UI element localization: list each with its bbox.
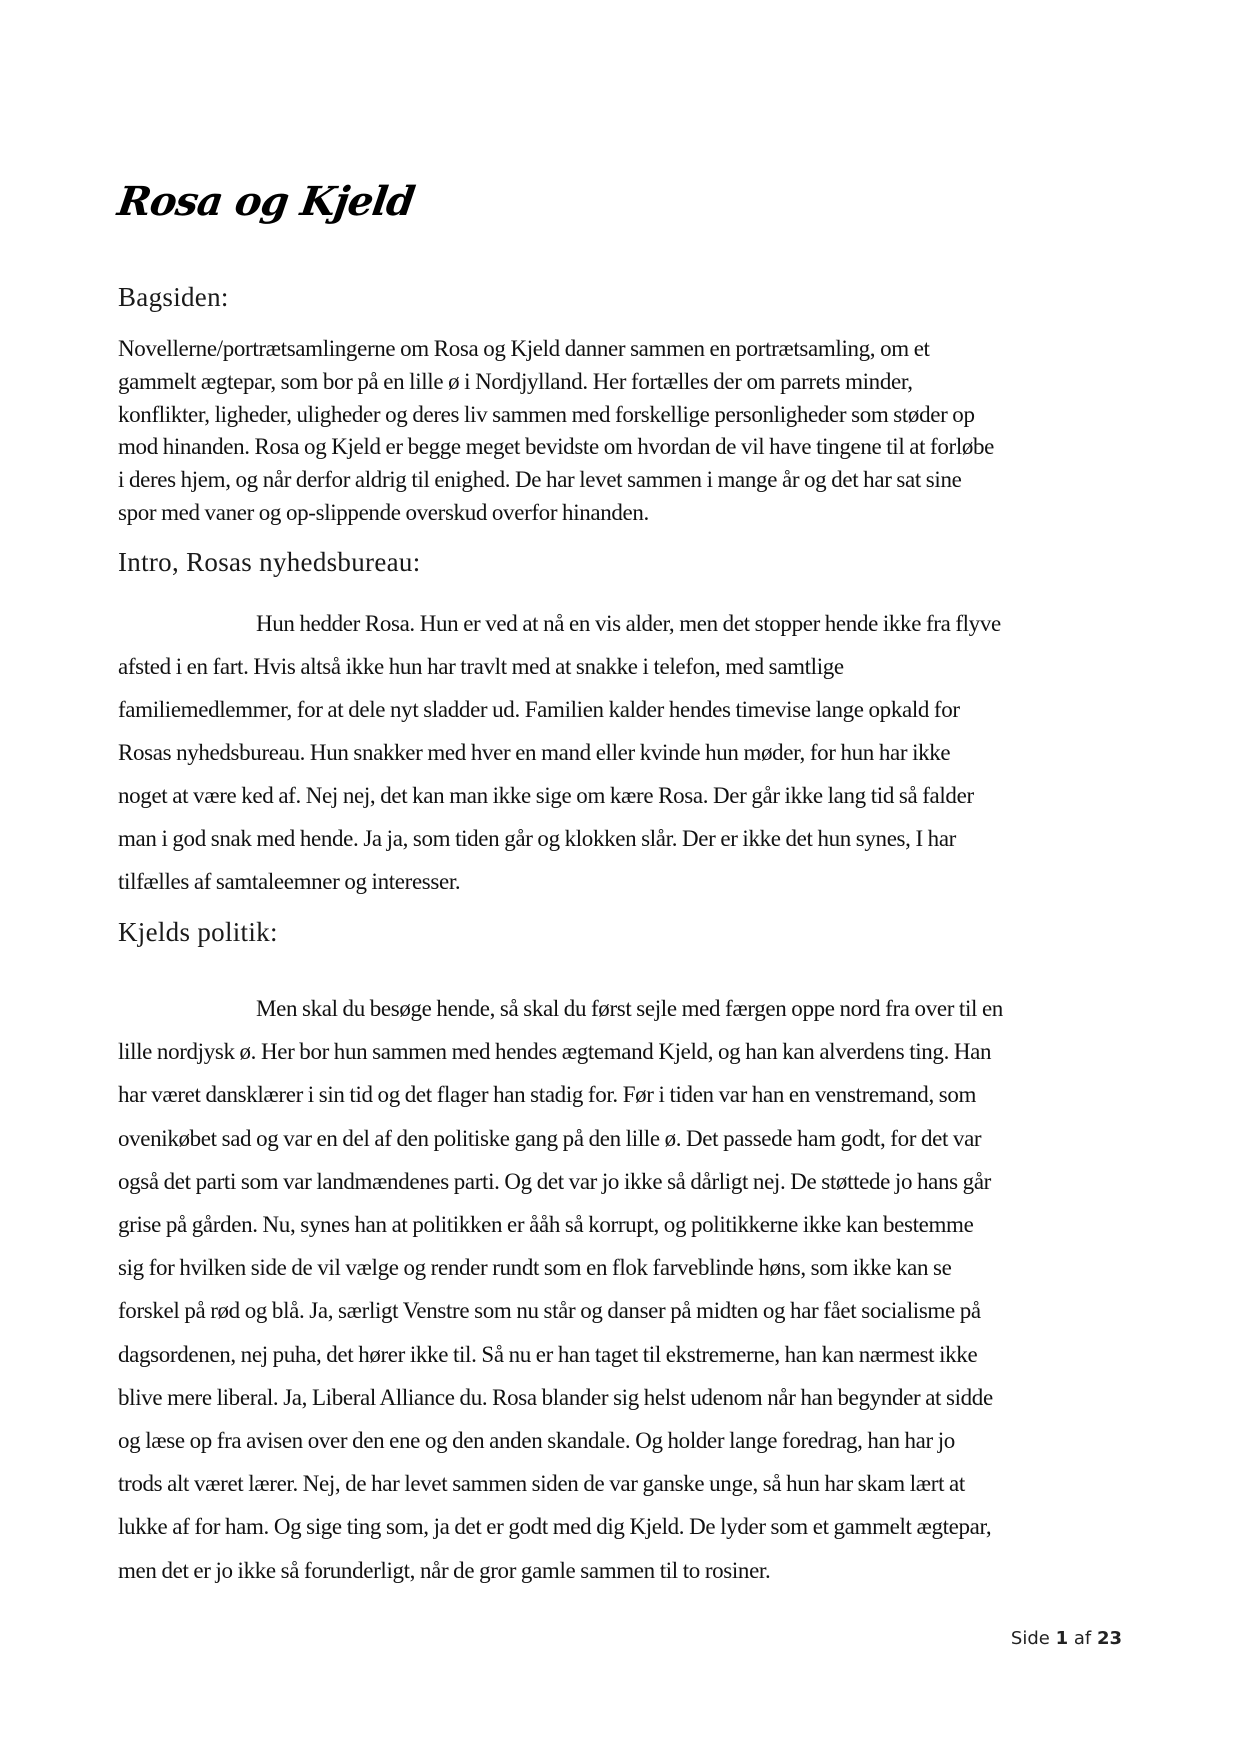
text-line: men det er jo ikke så forunderligt, når de gror gamle sammen til to rosiner. (118, 1557, 771, 1583)
text-line: Men skal du besøge hende, så skal du først sejle med færgen oppe nord fra over til en (256, 996, 1003, 1021)
text-line: sig for hvilken side de vil vælge og render rundt som en flok farveblinde høns, som ikke kan se (118, 1255, 952, 1281)
text-line: tilfælles af samtaleemner og interesser. (118, 869, 461, 894)
text-line: grise på gården. Nu, synes han at politikken er ååh så korrupt, og politikkerne ikke kan bestemme (118, 1212, 974, 1238)
text-line: trods alt været lærer. Nej, de har levet sammen siden de var ganske unge, så hun har skam lært at (118, 1471, 965, 1497)
section-body-bagsiden (118, 333, 1123, 530)
section-heading-intro: Intro, Rosas nyhedsbureau: (118, 547, 421, 577)
text-line: Novellerne/portrætsamlingerne om Rosa og Kjeld danner sammen en portrætsamling, om et (118, 336, 930, 361)
document-title: Rosa og Kjeld (114, 178, 418, 225)
section-heading-bagsiden: Bagsiden: (118, 282, 229, 312)
text-line: konflikter, ligheder, uligheder og deres liv sammen med forskellige personligheder som støder op (118, 401, 975, 427)
text-line: man i god snak med hende. Ja ja, som tiden går og klokken slår. Der er ikke det hun synes, I har (118, 826, 956, 851)
section-heading-politik: Kjelds politik: (118, 917, 278, 947)
total-pages: 23 (1096, 1628, 1122, 1649)
page-number-footer (1011, 1628, 1122, 1649)
text-line: noget at være ked af. Nej nej, det kan man ikke sige om kære Rosa. Der går ikke lang tid så falder (118, 783, 974, 808)
text-line: har været dansklærer i sin tid og det flager han stadig for. Før i tiden var han en venstremand, som (118, 1082, 977, 1108)
text-line: ovenikøbet sad og var en del af den politiske gang på den lille ø. Det passede ham godt, for det var (118, 1125, 982, 1151)
text-line: lille nordjysk ø. Her bor hun sammen med hendes ægtemand Kjeld, og han kan alverdens ting. Han (118, 1039, 992, 1065)
text-line: i deres hjem, og når derfor aldrig til enighed. De har levet sammen i mange år og det har sat sine (118, 467, 962, 493)
page-label: Side (1010, 1628, 1050, 1649)
text-line: spor med vaner og op-slippende overskud overfor hinanden. (118, 499, 649, 525)
text-line: familiemedlemmer, for at dele nyt sladder ud. Familien kalder hendes timevise lange opkald for (118, 697, 960, 722)
text-line: også det parti som var landmændenes parti. Og det var jo ikke så dårligt nej. De støttede jo hans går (118, 1168, 991, 1194)
text-line: dagsordenen, nej puha, det hører ikke til. Så nu er han taget til ekstremerne, han kan nærmest ikke (118, 1341, 978, 1367)
text-line: og læse op fra avisen over den ene og den anden skandale. Og holder lange foredrag, han har jo (118, 1428, 955, 1454)
text-line: lukke af for ham. Og sige ting som, ja det er godt med dig Kjeld. De lyder som et gammelt ægtepar, (118, 1514, 992, 1540)
text-line: Rosas nyhedsbureau. Hun snakker med hver en mand eller kvinde hun møder, for hun har ikke (118, 740, 951, 765)
text-line: forskel på rød og blå. Ja, særligt Venstre som nu står og danser på midten og har fået socialisme på (118, 1298, 981, 1324)
text-line: mod hinanden. Rosa og Kjeld er begge meget bevidste om hvordan de vil have tingene til at forløbe (118, 434, 995, 460)
text-line: Hun hedder Rosa. Hun er ved at nå en vis alder, men det stopper hende ikke fra flyve (256, 611, 1001, 636)
page-separator: af (1073, 1628, 1092, 1649)
section-body-intro (118, 602, 1123, 903)
section-body-politik (118, 987, 1123, 1592)
text-line: gammelt ægtepar, som bor på en lille ø i Nordjylland. Her fortælles der om parrets minder, (118, 368, 913, 394)
text-line: afsted i en fart. Hvis altså ikke hun har travlt med at snakke i telefon, med samtlige (118, 654, 844, 679)
text-line: blive mere liberal. Ja, Liberal Alliance du. Rosa blander sig helst udenom når han begynder at sidde (118, 1384, 993, 1410)
current-page-number: 1 (1055, 1628, 1069, 1649)
